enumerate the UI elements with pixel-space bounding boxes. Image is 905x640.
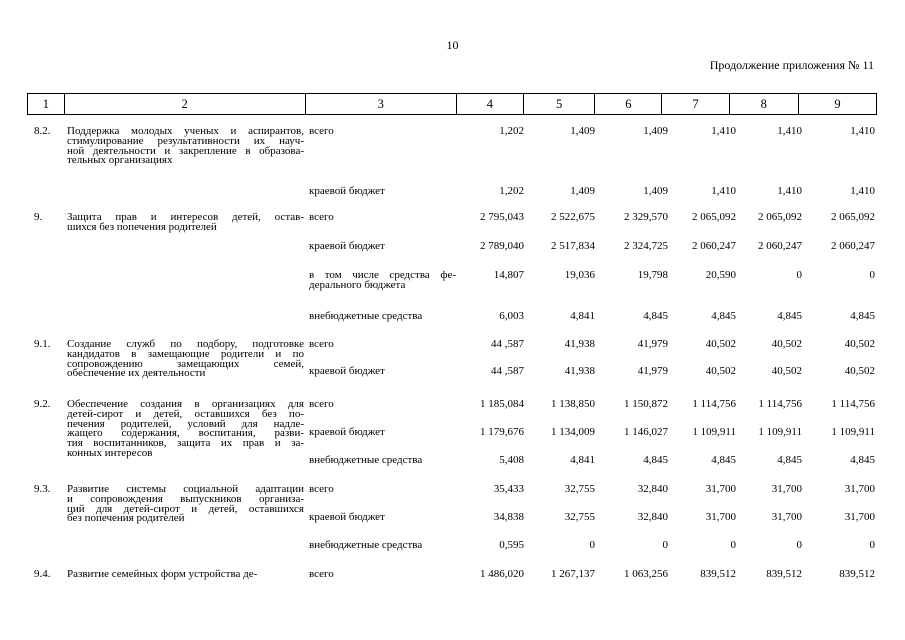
- funding-source-label: внебюджетные средства: [309, 539, 423, 551]
- value-cell: 0: [869, 269, 875, 281]
- row-title-line: Создание служб по подбору, подготовке: [67, 338, 304, 350]
- row-title-line: шихся без попечения родителей: [67, 220, 217, 233]
- value-cell: 1,202: [499, 125, 524, 137]
- column-header: 9: [798, 94, 876, 115]
- value-cell: 839,512: [700, 568, 736, 580]
- value-cell: 31,700: [771, 511, 802, 523]
- funding-source-label: дерального бюджета: [309, 278, 406, 291]
- value-cell: 40,502: [771, 365, 802, 377]
- row-title-line: печения родителей, условий для надле-: [67, 417, 304, 430]
- page-number: 10: [446, 38, 459, 52]
- column-header: 5: [524, 94, 595, 115]
- column-header: 2: [64, 94, 305, 115]
- value-cell: 44 ,587: [491, 338, 524, 350]
- funding-source-label: всего: [309, 568, 334, 580]
- funding-source-label: внебюджетные средства: [309, 454, 423, 466]
- value-cell: 19,036: [564, 269, 595, 281]
- value-cell: 1,409: [570, 185, 595, 197]
- value-cell: 1 185,084: [480, 398, 524, 410]
- value-cell: 1,410: [777, 125, 802, 137]
- value-cell: 4,845: [777, 454, 802, 466]
- value-cell: 1,410: [777, 185, 802, 197]
- value-cell: 1 114,756: [758, 398, 802, 410]
- row-title-line: тия воспитанников, защита их прав и за-: [67, 437, 304, 450]
- row-title-line: конных интересов: [67, 447, 153, 459]
- value-cell: 41,979: [637, 338, 668, 350]
- value-cell: 1,202: [499, 185, 524, 197]
- value-cell: 4,845: [643, 310, 668, 322]
- row-number: 9.1.: [34, 338, 51, 350]
- value-cell: 14,807: [493, 269, 524, 281]
- value-cell: 1 486,020: [480, 568, 524, 580]
- row-number: 9.3.: [34, 483, 51, 495]
- value-cell: 2 324,725: [624, 240, 668, 252]
- value-cell: 2 060,247: [758, 240, 802, 252]
- value-cell: 0: [589, 539, 595, 551]
- row-title-line: жащего содержания, воспитания, разви-: [67, 427, 304, 440]
- value-cell: 0: [796, 269, 802, 281]
- value-cell: 19,798: [637, 269, 668, 281]
- column-header: 3: [305, 94, 456, 115]
- funding-source-label: краевой бюджет: [309, 185, 385, 197]
- funding-source-label: всего: [309, 211, 334, 223]
- value-cell: 41,938: [564, 365, 595, 377]
- value-cell: 1 134,009: [551, 426, 595, 438]
- row-number: 8.2.: [34, 125, 51, 137]
- row-title-line: ной деятельности и закрепление в образова-: [67, 144, 304, 157]
- funding-source-label: всего: [309, 338, 334, 350]
- value-cell: 2 065,092: [758, 211, 802, 223]
- funding-source-label: всего: [309, 125, 334, 137]
- value-cell: 32,840: [637, 511, 668, 523]
- funding-source-label: всего: [309, 398, 334, 410]
- row-number: 9.4.: [34, 568, 51, 580]
- value-cell: 839,512: [766, 568, 802, 580]
- value-cell: 31,700: [705, 511, 736, 523]
- funding-source-label: краевой бюджет: [309, 365, 385, 377]
- value-cell: 40,502: [771, 338, 802, 350]
- value-cell: 0: [796, 539, 802, 551]
- column-header-row: [27, 93, 877, 115]
- value-cell: 1 267,137: [551, 568, 595, 580]
- value-cell: 4,845: [643, 454, 668, 466]
- row-title-line: кандидатов в замещающие родители и по: [67, 347, 304, 360]
- value-cell: 31,700: [844, 483, 875, 495]
- value-cell: 4,845: [711, 454, 736, 466]
- value-cell: 2 329,570: [624, 211, 668, 223]
- value-cell: 2 517,834: [551, 240, 595, 252]
- value-cell: 1 146,027: [624, 426, 668, 438]
- continuation-note: Продолжение приложения № 11: [709, 58, 874, 72]
- value-cell: 1 114,756: [692, 398, 736, 410]
- value-cell: 1 138,850: [551, 398, 595, 410]
- value-cell: 2 060,247: [692, 240, 736, 252]
- value-cell: 2 789,040: [480, 240, 524, 252]
- funding-source-label: краевой бюджет: [309, 511, 385, 523]
- value-cell: 0: [730, 539, 736, 551]
- value-cell: 4,841: [570, 310, 595, 322]
- value-cell: 40,502: [705, 365, 736, 377]
- value-cell: 1 150,872: [624, 398, 668, 410]
- value-cell: 4,845: [777, 310, 802, 322]
- value-cell: 44 ,587: [491, 365, 524, 377]
- row-title-line: Поддержка молодых ученых и аспирантов,: [67, 125, 304, 137]
- value-cell: 40,502: [844, 338, 875, 350]
- column-header: 6: [595, 94, 662, 115]
- value-cell: 32,755: [564, 511, 595, 523]
- value-cell: 0,595: [499, 539, 524, 551]
- funding-source-label: краевой бюджет: [309, 240, 385, 252]
- value-cell: 34,838: [493, 511, 524, 523]
- value-cell: 40,502: [844, 365, 875, 377]
- value-cell: 31,700: [771, 483, 802, 495]
- value-cell: 1,409: [643, 125, 668, 137]
- funding-source-label: краевой бюджет: [309, 426, 385, 438]
- column-header: 7: [662, 94, 729, 115]
- funding-source-label: в том числе средства фе-: [309, 269, 456, 281]
- value-cell: 1 179,676: [480, 426, 524, 438]
- row-title-line: Обеспечение создания в организациях для: [67, 398, 304, 410]
- value-cell: 4,841: [570, 454, 595, 466]
- value-cell: 4,845: [850, 310, 875, 322]
- value-cell: 1,410: [850, 185, 875, 197]
- column-header: 1: [28, 94, 65, 115]
- value-cell: 6,003: [499, 310, 524, 322]
- value-cell: 0: [869, 539, 875, 551]
- value-cell: 1,409: [643, 185, 668, 197]
- value-cell: 0: [662, 539, 668, 551]
- value-cell: 1 063,256: [624, 568, 668, 580]
- value-cell: 1 109,911: [692, 426, 736, 438]
- row-number: 9.: [34, 211, 43, 223]
- column-header: 8: [729, 94, 798, 115]
- value-cell: 4,845: [850, 454, 875, 466]
- row-title-line: ций для детей-сирот и детей, оставшихся: [67, 502, 304, 515]
- value-cell: 4,845: [711, 310, 736, 322]
- value-cell: 2 795,043: [480, 211, 524, 223]
- value-cell: 1 109,911: [758, 426, 802, 438]
- value-cell: 1,410: [850, 125, 875, 137]
- row-title-line: Защита прав и интересов детей, остав-: [67, 211, 304, 223]
- value-cell: 1,410: [711, 185, 736, 197]
- value-cell: 32,755: [564, 483, 595, 495]
- row-title-line: без попечения родителей: [67, 512, 185, 525]
- row-title-line: обеспечение их деятельности: [67, 367, 206, 380]
- value-cell: 5,408: [499, 454, 524, 466]
- value-cell: 35,433: [493, 483, 524, 495]
- row-title-line: сопровождению замещающих семей,: [67, 357, 304, 370]
- value-cell: 1 114,756: [831, 398, 875, 410]
- value-cell: 2 065,092: [692, 211, 736, 223]
- row-title-line: Развитие системы социальной адаптации: [67, 483, 304, 495]
- value-cell: 1 109,911: [831, 426, 875, 438]
- value-cell: 2 060,247: [831, 240, 875, 252]
- value-cell: 41,938: [564, 338, 595, 350]
- row-title-line: тельных организациях: [67, 154, 173, 167]
- column-header: 4: [456, 94, 523, 115]
- value-cell: 2 522,675: [551, 211, 595, 223]
- value-cell: 1,410: [711, 125, 736, 137]
- row-title-line: Развитие семейных форм устройства де-: [67, 568, 258, 580]
- value-cell: 20,590: [705, 269, 736, 281]
- value-cell: 40,502: [705, 338, 736, 350]
- funding-source-label: всего: [309, 483, 334, 495]
- value-cell: 31,700: [705, 483, 736, 495]
- value-cell: 839,512: [839, 568, 875, 580]
- row-title-line: детей-сирот и детей, оставшихся без по-: [67, 407, 304, 420]
- row-title-line: стимулирование результативности их науч-: [67, 134, 304, 147]
- value-cell: 31,700: [844, 511, 875, 523]
- value-cell: 1,409: [570, 125, 595, 137]
- row-title-line: и сопровождения выпускников организа-: [67, 492, 304, 505]
- funding-source-label: внебюджетные средства: [309, 310, 423, 322]
- row-number: 9.2.: [34, 398, 51, 410]
- value-cell: 2 065,092: [831, 211, 875, 223]
- value-cell: 32,840: [637, 483, 668, 495]
- value-cell: 41,979: [637, 365, 668, 377]
